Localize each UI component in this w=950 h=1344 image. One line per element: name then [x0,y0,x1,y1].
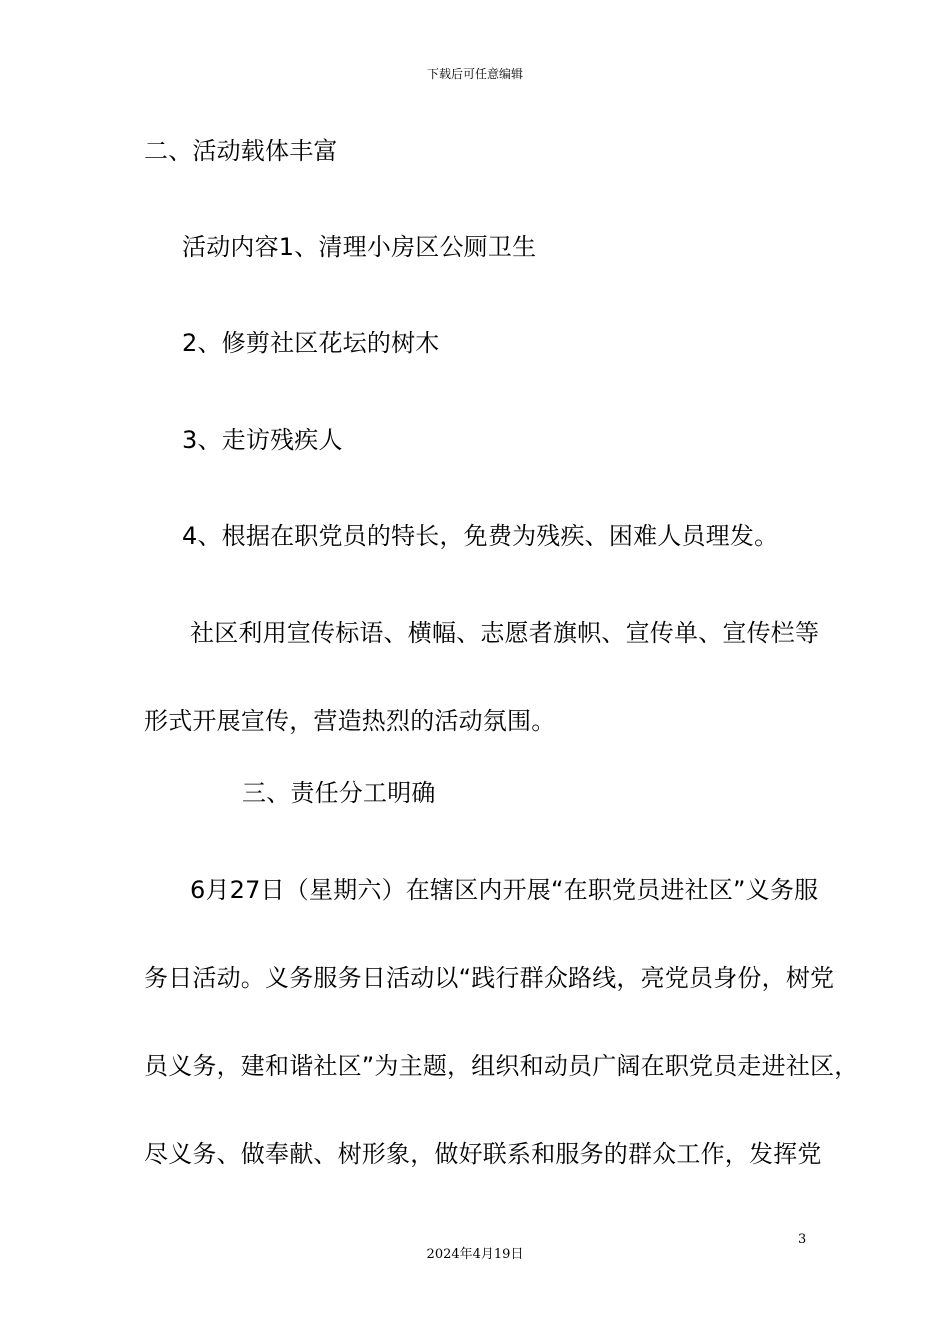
section-heading-2: 二、活动载体丰富 [144,137,338,165]
activity-item-2: 2、修剪社区花坛的树木 [182,329,440,357]
paragraph-publicity-line-2: 形式开展宣传，营造热烈的活动氛围。 [144,707,556,735]
header-note: 下载后可任意编辑 [426,67,523,81]
activity-item-4: 4、根据在职党员的特长，免费为残疾、困难人员理发。 [182,522,779,550]
paragraph-service-line-2: 务日活动。义务服务日活动以“践行群众路线，亮党员身份，树党 [144,964,835,992]
paragraph-service-line-4: 尽义务、做奉献、树形象，做好联系和服务的群众工作，发挥党 [144,1140,822,1168]
paragraph-service-line-3: 员义务，建和谐社区”为主题，组织和动员广阔在职党员走进社区， [144,1052,859,1080]
paragraph-publicity-line-1: 社区利用宣传标语、横幅、志愿者旗帜、宣传单、宣传栏等 [190,619,820,647]
paragraph-service-line-1: 6月27日（星期六）在辖区内开展“在职党员进社区”义务服 [190,876,819,904]
section-heading-3: 三、责任分工明确 [242,779,436,807]
footer-date: 2024年4月19日 [426,1247,524,1262]
activity-item-3: 3、走访残疾人 [182,426,343,454]
page-number: 3 [798,1232,807,1247]
activity-item-1: 活动内容1、清理小房区公厕卫生 [182,233,537,261]
